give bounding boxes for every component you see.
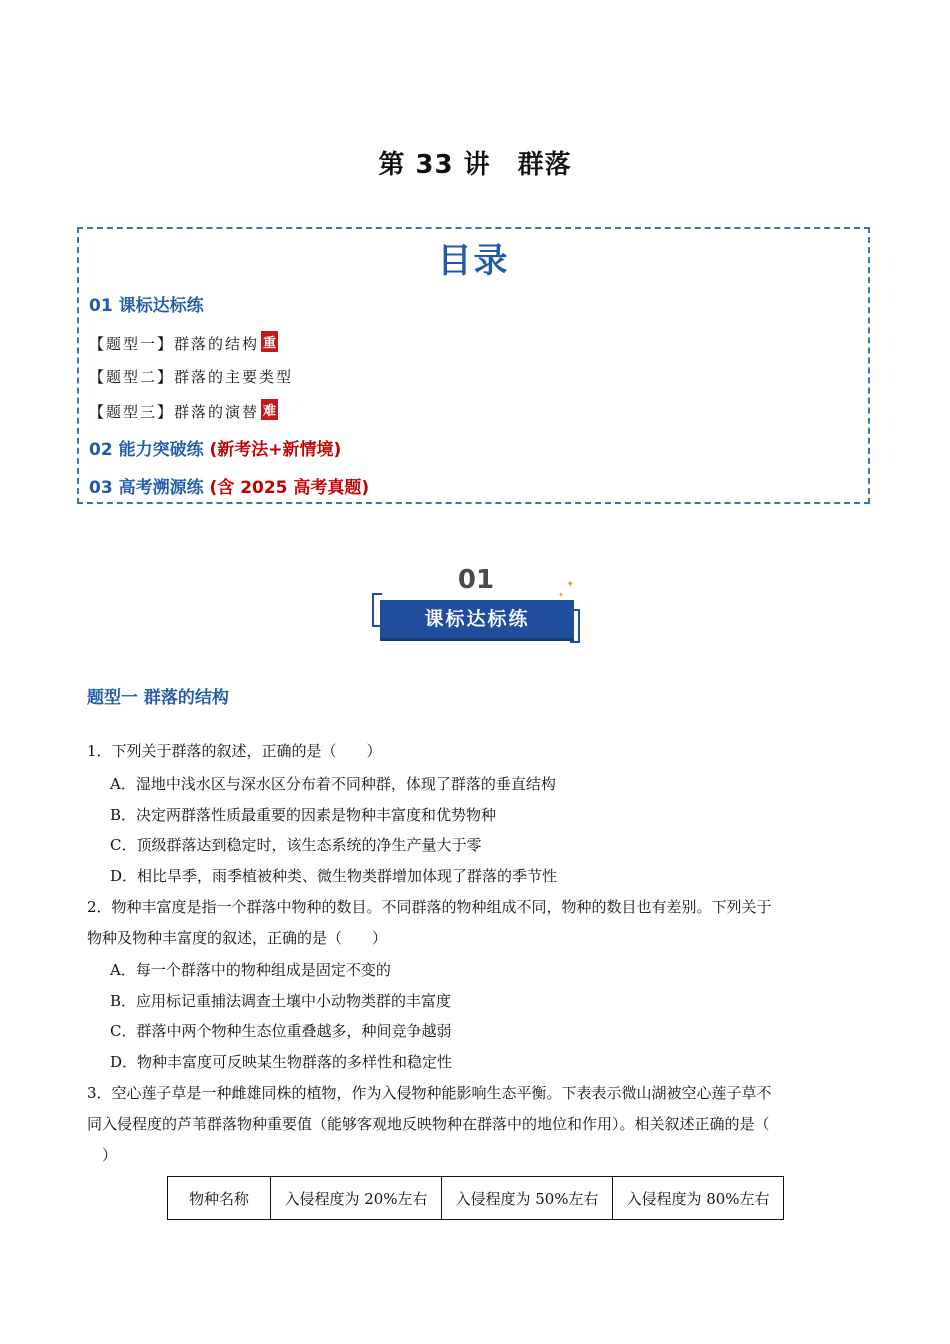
- section-number: 01: [457, 565, 495, 595]
- question-1-option-b[interactable]: B．决定两群落性质最重要的因素是物种丰富度和优势物种: [110, 806, 497, 824]
- toc-section-1[interactable]: 01 课标达标练: [89, 296, 204, 316]
- question-3-stem-line-3: ）: [87, 1146, 118, 1164]
- question-2-option-a[interactable]: A．每一个群落中的物种组成是固定不变的: [110, 961, 391, 979]
- table-header-row: [168, 1177, 784, 1220]
- question-3-stem-line-2: 同入侵程度的芦苇群落物种重要值（能够客观地反映物种在群落中的地位和作用）。相关叙述正确的是（: [87, 1115, 770, 1133]
- page-title: 第 33 讲 群落: [378, 150, 572, 180]
- toc-section-3-label: 03 高考溯源练: [89, 478, 210, 498]
- table-header-cell: 物种名称: [168, 1177, 271, 1220]
- toc-item-type-1[interactable]: [89, 331, 278, 354]
- table-header-cell: 入侵程度为 20%左右: [271, 1177, 442, 1220]
- difficult-badge: 难: [261, 399, 278, 420]
- species-importance-table: [167, 1176, 784, 1220]
- section-label: 课标达标练: [424, 608, 530, 630]
- toc-section-2-note: (新考法+新情境): [209, 440, 342, 460]
- toc-section-3[interactable]: [89, 473, 369, 498]
- question-1-option-d[interactable]: D．相比旱季，雨季植被种类、微生物类群增加体现了群落的季节性: [110, 867, 558, 885]
- question-2-option-c[interactable]: C．群落中两个物种生态位重叠越多，种间竞争越弱: [110, 1022, 452, 1040]
- table-header-cell: 入侵程度为 80%左右: [613, 1177, 784, 1220]
- key-badge: 重: [261, 331, 278, 352]
- question-2-option-b[interactable]: B．应用标记重捕法调查土壤中小动物类群的丰富度: [110, 992, 452, 1010]
- type-heading: 题型一 群落的结构: [87, 688, 229, 708]
- toc-heading: 目录: [437, 241, 510, 281]
- toc-item-label: 【题型三】群落的演替: [89, 403, 260, 421]
- sparkle-icon: ✦: [558, 591, 564, 599]
- table-of-contents: [77, 227, 870, 504]
- question-1-option-c[interactable]: C．顶级群落达到稳定时，该生态系统的净生产量大于零: [110, 836, 482, 854]
- toc-section-2-label: 02 能力突破练: [89, 440, 210, 460]
- question-1-stem: 1．下列关于群落的叙述，正确的是（ ）: [87, 742, 382, 760]
- toc-section-3-note: (含 2025 高考真题): [209, 478, 370, 498]
- question-2-option-d[interactable]: D．物种丰富度可反映某生物群落的多样性和稳定性: [110, 1053, 453, 1071]
- toc-item-type-3[interactable]: [89, 399, 278, 422]
- toc-section-2[interactable]: [89, 435, 341, 460]
- question-1-option-a[interactable]: A．湿地中浅水区与深水区分布着不同种群，体现了群落的垂直结构: [110, 775, 556, 793]
- toc-item-label: 【题型二】群落的主要类型: [89, 368, 294, 386]
- section-banner: [370, 565, 582, 645]
- question-2-stem-line-2: 物种及物种丰富度的叙述，正确的是（ ）: [87, 929, 388, 947]
- toc-item-label: 【题型一】群落的结构: [89, 335, 260, 353]
- table-header-cell: 入侵程度为 50%左右: [442, 1177, 613, 1220]
- toc-item-type-2[interactable]: [89, 366, 293, 387]
- sparkle-icon: ✦: [566, 579, 575, 590]
- question-2-stem-line-1: 2．物种丰富度是指一个群落中物种的数目。不同群落的物种组成不同，物种的数目也有差别。下列关于: [87, 898, 772, 916]
- question-3-stem-line-1: 3．空心莲子草是一种雌雄同株的植物，作为入侵物种能影响生态平衡。下表表示微山湖被空心莲子草不: [87, 1084, 772, 1102]
